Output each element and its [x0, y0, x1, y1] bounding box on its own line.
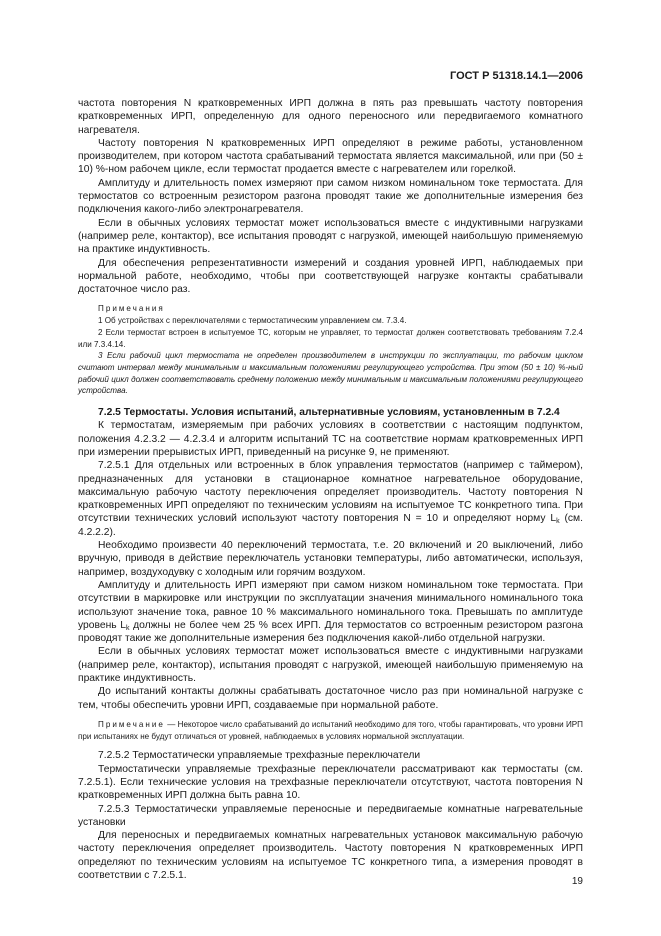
- page-body: [78, 97, 583, 882]
- paragraph: Для обеспечения репрезентативности измерений и создания уровней ИРП, наблюдаемых при нормальной работе, необходимо, чтобы при соответствующей нагрузке контакты срабатывали достаточное число раз.: [78, 257, 583, 296]
- paragraph: До испытаний контакты должны срабатывать достаточное число раз при номинальной нагрузке с тем, чтобы обеспечить уровни ИРП, создаваемые при нормальной работе.: [78, 686, 583, 711]
- paragraph: 7.2.5.1 Для отдельных или встроенных в блок управления термостатов (например с таймером), предназначенных для установки в стационарное комнатное нагревательное оборудование, максимальную рабочую частоту переключения определяет производитель. Частоту повторения N кратковременных ИРП определяют по техническим условиям на испытуемое ТС конкретного типа. При отсутствии технических условий используют частоту повторения N = 10 и определяют норму $L_k$ (см. 4.2.2.2).: [78, 460, 583, 538]
- note-item: 3 Если рабочий цикл термостата не определен производителем в инструкции по эксплуатации, то рабочим циклом считают интервал между минимальным и максимальным положениями регулирующего устройства. При этом (50 ± 10) %-ный рабочий цикл должен соответствовать среднему положению между минимальным и максимальным положениями регулирующего устройства.: [78, 351, 583, 396]
- page-number: 19: [571, 876, 583, 887]
- section-heading-7-2-5: 7.2.5 Термостаты. Условия испытаний, альтернативные условиям, установленным в 7.2.4: [98, 407, 560, 419]
- subsection-heading-7-2-5-2: 7.2.5.2 Термостатически управляемые трехфазные переключатели: [98, 750, 421, 762]
- paragraph: Для переносных и передвигаемых комнатных нагревательных установок максимальную рабочую частоту переключения определяет производитель. Частоту повторения N кратковременных ИРП определяют по техническим условиям на испытуемое ТС конкретного типа, а измерения проводят в соответствии с 7.2.5.1.: [78, 830, 583, 881]
- standard-code-header: ГОСТ Р 51318.14.1—2006: [449, 70, 583, 82]
- paragraph: Если в обычных условиях термостат может использоваться вместе с индуктивными нагрузками (например реле, контактор), все испытания проводят с нагрузкой, имеющей наибольшую применяемую на практике индуктивность.: [78, 217, 583, 256]
- notes-heading: Примечания: [98, 304, 165, 314]
- note: Примечание — Некоторое число срабатываний до испытаний необходимо для того, чтобы гарантировать, что уровни ИРП при испытаниях не будут отличаться от уровней, наблюдаемых в условиях нормальной эксплуатации.: [78, 719, 583, 741]
- note-item: 2 Если термостат встроен в испытуемое ТС, которым не управляет, то термостат должен соответствовать требованиям 7.2.4 или 7.3.4.14.: [78, 327, 583, 349]
- paragraph: Частоту повторения N кратковременных ИРП определяют в режиме работы, установленном производителем, при котором частота срабатываний термостата является максимальной, или при (50 ± 10) %-ном рабочем цикле, если термостат продается вместе с нагревателем или горелкой.: [78, 137, 583, 176]
- paragraph: Необходимо произвести 40 переключений термостата, т.е. 20 включений и 20 выключений, либо вручную, приводя в действие переключатель установки температуры, либо автоматически, используя, например, воздуходувку с холодным или горячим воздухом.: [78, 540, 583, 578]
- paragraph: Амплитуду и длительность помех измеряют при самом низком номинальном токе термостата. Для термостатов со встроенным резистором разгона проводят такие же дополнительные измерения без подключения какого-либо электронагревателя.: [78, 177, 583, 216]
- note-item: 1 Об устройствах с переключателями с термостатическим управлением см. 7.3.4.: [98, 316, 407, 326]
- paragraph: Если в обычных условиях термостат может использоваться вместе с индуктивными нагрузками (например реле, контактор), испытания проводят с нагрузкой, имеющей наибольшую применяемую на практике индуктивность.: [78, 646, 583, 685]
- subsection-heading-7-2-5-3: 7.2.5.3 Термостатически управляемые переносные и передвигаемые комнатные нагревательные установки: [78, 803, 583, 828]
- paragraph: К термостатам, измеряемым при рабочих условиях в соответствии с настоящим подпунктом, положения 4.2.3.2 — 4.2.3.4 и алгоритм испытаний ТС на соответствие нормам кратковременных ИРП при измерении прерывистых ИРП, приведенный на рисунке 9, не применяют.: [78, 420, 583, 458]
- paragraph: частота повторения N кратковременных ИРП должна в пять раз превышать частоту повторения кратковременных ИРП, определенную для одного переносного или передвигаемого комнатного нагревателя.: [78, 98, 583, 136]
- paragraph: Амплитуду и длительность ИРП измеряют при самом низком номинальном токе термостата. При отсутствии в маркировке или инструкции по эксплуатации значения минимального номинального тока используют значение тока, равное 10 % максимального номинального тока. Превышать по амплитуде уровень $L_k$ должны не более чем 25 % всех ИРП. Для термостатов со встроенным резистором разгона проводят такие же дополнительные измерения без подключения какой-либо отдельной нагрузки.: [78, 579, 583, 645]
- paragraph: Термостатически управляемые трехфазные переключатели рассматривают как термостаты (см. 7.2.5.1). Если технические условия на трехфазные переключатели отсутствуют, частота повторения N кратковременных ИРП должна быть равна 10.: [78, 763, 583, 802]
